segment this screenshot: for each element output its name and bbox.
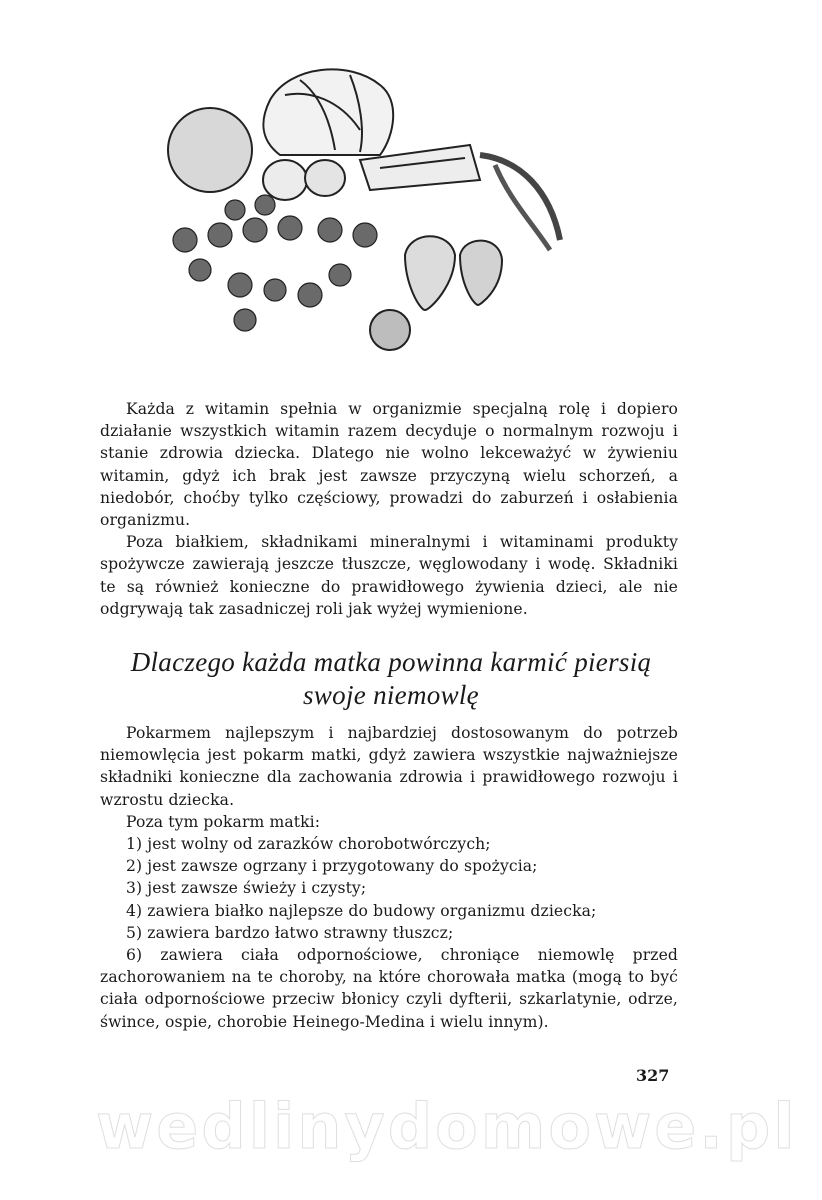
list-item: 1) jest wolny od zarazków chorobotwórczych; [126, 835, 491, 854]
list-item: 3) jest zawsze świeży i czysty; [126, 879, 367, 898]
list-item: 6) zawiera ciała odpornościowe, chroniące niemowlę przed zachorowaniem na te choroby, na które chorowała matka (mogą to być ciała odpornościowe przeciw błonicy czyli dyfterii, szkarlatynie, odrze, śwince, ospie, chorobie Heinego-Medina i wielu innym). [100, 946, 678, 1031]
paragraph: Każda z witamin spełnia w organizmie specjalną rolę i dopiero działanie wszystkich witamin razem decyduje o normalnym rozwoju i stanie zdrowia dziecka. Dlatego nie wolno lekceważyć w żywieniu witamin, gdyż ich brak jest zawsze przyczyną wielu schorzeń, a niedobór, choćby tylko częściowy, prowadzi do zaburzeń i osłabienia organizmu. [100, 400, 678, 530]
watermark: wedlinydomowe.pl [96, 1090, 798, 1163]
list-lead: Poza tym pokarm matki: [126, 812, 321, 831]
vitamins-section [100, 398, 678, 620]
page-number: 327 [636, 1066, 670, 1085]
breastfeeding-section [100, 722, 678, 1033]
intro-paragraph: Pokarmem najlepszym i najbardziej dostosowanym do potrzeb niemowlęcia jest pokarm matki, gdyż zawiera wszystkie najważniejsze składniki konieczne dla zachowania zdrowia i prawidłowego rozwoju i wzrostu dziecka. [100, 724, 678, 809]
list-item: 4) zawiera białko najlepsze do budowy organizmu dziecka; [126, 901, 597, 920]
paragraph: Poza białkiem, składnikami mineralnymi i witaminami produkty spożywcze zawierają jeszcze tłuszcze, węglowodany i wodę. Składniki te są również konieczne do prawidłowego żywienia dzieci, ale nie odgrywają tak zasadniczej roli jak wyżej wymienione. [100, 533, 678, 618]
benefits-list [100, 833, 678, 1033]
heading-line-1: Dlaczego każda matka powinna karmić piersią [130, 647, 652, 677]
list-item: 5) zawiera bardzo łatwo strawny tłuszcz; [126, 923, 454, 942]
section-heading [96, 646, 686, 712]
heading-line-2: swoje niemowlę [303, 680, 479, 710]
vegetables-fruits-illustration [150, 40, 590, 370]
list-item: 2) jest zawsze ogrzany i przygotowany do spożycia; [126, 857, 538, 876]
